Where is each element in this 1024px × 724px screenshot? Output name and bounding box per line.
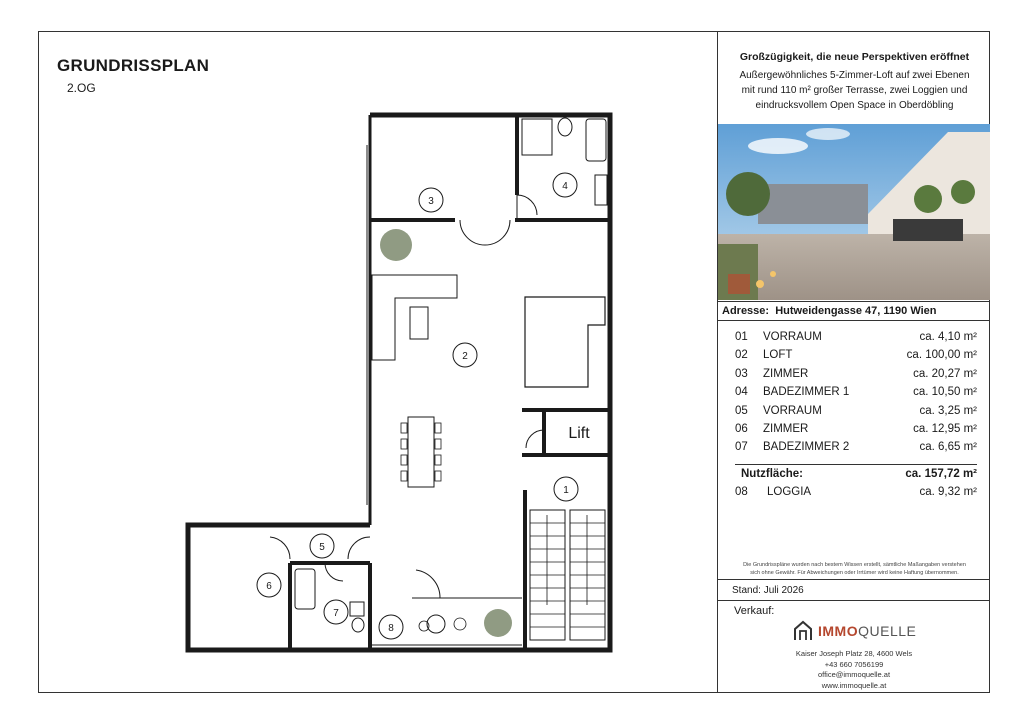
room-row: 04 BADEZIMMER 1 ca. 10,50 m²	[735, 386, 977, 399]
house-logo-icon	[792, 620, 814, 642]
room-row: 06 ZIMMER ca. 12,95 m²	[735, 422, 977, 435]
terrace-photo	[718, 124, 990, 300]
svg-text:8: 8	[388, 623, 394, 634]
room-marker-8	[379, 615, 403, 639]
room-row: 02 LOFT ca. 100,00 m²	[735, 349, 977, 362]
disclaimer: Die Grundrisspläne wurden nach bestem Wissen erstellt, sämtliche Maßangaben verstehen sich ohne Gewähr. Für Abweichungen oder Irrtümer wird keine Haftung übernommen.	[743, 562, 966, 576]
outer-wall	[370, 115, 610, 650]
room-row: 01 VORRAUM ca. 4,10 m²	[735, 331, 977, 343]
room-marker-5	[310, 534, 334, 558]
email-link[interactable]: office@immoquelle.at	[817, 670, 891, 679]
svg-text:5: 5	[319, 542, 325, 553]
address-bar: Adresse: Hutweidengasse 47, 1190 Wien	[718, 301, 990, 321]
room-row: 07 BADEZIMMER 2 ca. 6,65 m²	[735, 441, 977, 454]
floor-label: 2.OG	[67, 81, 96, 95]
svg-text:3: 3	[428, 196, 434, 207]
verkauf-label: Verkauf:	[734, 605, 775, 617]
svg-text:2: 2	[462, 351, 468, 362]
address: Hutweidengasse 47, 1190 Wien	[775, 305, 937, 317]
company-logo: IMMOQUELLE	[792, 620, 922, 644]
lift-label: Lift	[568, 425, 590, 442]
listing-panel	[717, 31, 990, 693]
website-link[interactable]: www.immoquelle.at	[821, 680, 887, 690]
contact-info: Kaiser Joseph Platz 28, 4600 Wels +43 660 7056199 office@immoquelle.at www.immoquelle.at	[718, 649, 990, 691]
room-marker-1	[554, 477, 578, 501]
room-row: 05 VORRAUM ca. 3,25 m²	[735, 404, 977, 417]
room-marker-2	[453, 343, 477, 367]
svg-text:6: 6	[266, 581, 272, 592]
svg-text:1: 1	[563, 485, 569, 496]
listing-description: Außergewöhnliches 5-Zimmer-Loft auf zwei Ebenen mit rund 110 m² großer Terrasse, zwei Loggien und eindrucksvollem Open Space in Oberdöbling	[739, 70, 970, 111]
plant-icon	[484, 609, 512, 637]
listing-headline: Großzügigkeit, die neue Perspektiven eröffnet	[739, 51, 970, 63]
loggia-row: 08 LOGGIA ca. 9,32 m²	[735, 485, 977, 498]
floor-plan	[180, 105, 620, 665]
room-marker-6	[257, 573, 281, 597]
plant-icon	[380, 229, 412, 261]
plan-title: GRUNDRISSPLAN	[57, 56, 210, 75]
room-marker-4	[553, 173, 577, 197]
svg-text:7: 7	[333, 608, 339, 619]
stand-date: Stand: Juli 2026	[718, 579, 990, 601]
svg-text:4: 4	[562, 181, 568, 192]
room-marker-7	[324, 600, 348, 624]
room-list	[735, 331, 977, 504]
room-row: 03 ZIMMER ca. 20,27 m²	[735, 367, 977, 380]
total-area-row: Nutzfläche: ca. 157,72 m²	[735, 464, 977, 486]
room-marker-3	[419, 188, 443, 212]
